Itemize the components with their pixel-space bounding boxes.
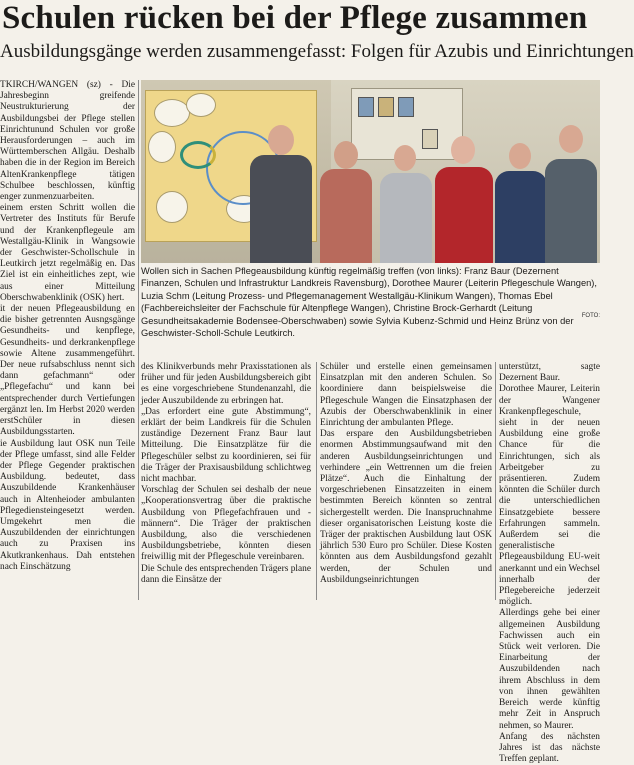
paragraph: „Das erfordert eine gute Abstimmung“, erklärt der beim Landkreis für die Schulen zuständige Dezernent Franz Baur laut Mitteilung. Die Einsatzplätze für die Pflegeschüler selbst zu koordinieren, sei für die Träger der Praxisausbildung schlichtweg nicht machbar. <box>141 406 311 485</box>
person-figure <box>541 113 601 263</box>
article-subheadline: Ausbildungsgänge werden zusammengefasst: Folgen für Azubis und Einrichtungen <box>0 41 634 62</box>
article-column-2 <box>141 362 311 600</box>
article-column-1 <box>0 80 135 600</box>
paragraph: Schüler und erstelle einen gemeinsamen Einsatzplan mit den anderen Schulen. So koordiniere dann beispielsweise die Pflegeschule Wangen die Einsatzphasen der Azubis der Oberschwabenklinik in einer Einrichtung der ambulanten Pflege. <box>320 362 492 429</box>
paragraph: TKIRCH/WANGEN (sz) - Die Jahresbeginn greifende Neustrukturierung der Ausbildungsbei der Pflege stellen Einrichtunund Schulen vor große Herausforderungen – auch im Württemberschen Allgäu. Deshalb haben die in der Region im Bereich AltenKrankenpflege tätigen Schulbee beschlossen, künftig enger zunmenzuarbeiten. <box>0 80 135 203</box>
paragraph: einem ersten Schritt wollen die Vertreter des Instituts für Berufe und der Krankenpflegeule am Westallgäu-Klinik in Wangsowie der Geschwister-Schollschule in Leutkirch jetzt regelmäßig en. Das Ziel ist ein einheitliches zept, wie aus einer Mitteilung Oberschwabenklinik (OSK) hert. <box>0 203 135 303</box>
article-photo <box>141 80 600 263</box>
photo-caption: Wollen sich in Sachen Pflegeausbildung künftig regelmäßig treffen (von links): Franz Baur (Dezernent Finanzen, Schulen und Infrastruktur Landkreis Ravensburg), Dorothee Maurer (Leiterin Pflegeschule Wangen), Luzia Schm (Leitung Prozess- und Pflegemanagement Westallgäu-Klinikum Wangen), Thomas Ebel (Fachbereichsleiter der Fachschule für Altenpflege Wangen), Christine Brock-Gerhardt (Leitung Gesundheitsakademie Bodensee-Oberschwaben) sowie Sylvia Kubenz-Schmid und Heinz Brünz von der Geschwister-Scholl-Schule Leutkirch. <box>141 266 597 339</box>
paragraph: Das erspare den Ausbildungsbetrieben enormen Abstimmungsaufwand mit den anderen Ausbildungseinrichtungen und verhindere „ein Wettrennen um die freien Plätze“. Auch die Einhaltung der vorgeschriebenen Einsatzzeiten in einem bestimmten Bereich könnten so zentral sichergestellt werden. Die Inanspruchnahme dieser organisatorischen Leistung koste die Träger der praktischen Ausbildung laut OSK jährlich 530 Euro pro Schüler. Diese Kosten könnten aus dem Ausbildungsfond gezahlt werden, der Schulen und Ausbildungseinrichtungen <box>320 429 492 585</box>
article-headline: Schulen rücken bei der Pflege zusammen <box>2 0 588 36</box>
paragraph: des Klinikverbunds mehr Praxisstationen als früher und für jeden Ausbildungsbereich gibt es eine vorgeschriebene Stundenanzahl, die jeder Auszubildende zu erbringen hat. <box>141 362 311 406</box>
paragraph: Anfang des nächsten Jahres ist das nächste Treffen geplant. <box>499 731 600 765</box>
person-figure <box>431 118 497 263</box>
paragraph: ie Ausbildung laut OSK nun Teile der Pflege umfasst, sind alle Felder der Pflege Gegender praktischen Ausbildung. bedeutet, dass Auszubildende Krankenhäuser auch in Altenheioder ambulanten Pflegediensteingesetzt werden. Umgekehrt men die Auszubildenden der einrichtungen auch zu Praxisen ins Akutkrankenhaus. Dah entstehen nach Einschätzung <box>0 438 135 572</box>
person-figure <box>376 123 436 263</box>
person-figure <box>316 123 376 263</box>
person-figure <box>246 113 316 263</box>
article-column-3 <box>320 362 492 600</box>
column-rule <box>138 80 139 600</box>
paragraph: Vorschlag der Schulen sei deshalb der neue „Kooperationsvertrag über die praktische Ausbildung von Pflegefachfrauen und -männern“. Die Träger der praktischen Ausbildung, also die verschiedenen Ausbildungsbetriebe, könnten diesen freiwillig mit der Pflegeschule vereinbaren. <box>141 485 311 563</box>
paragraph: unterstützt, sagte Dezernent Baur. <box>499 362 600 384</box>
paragraph: it der neuen Pflegeausbildung en die bisher getrennten Ausngsgänge Gesundheits- und kenpflege, Gesundheits- und derkrankenpflege sowie Altene zusammengeführt. Der neue rufsabschluss nennt sich dann gefachmann“ oder „Pflegefachu“ und kann bei entsprechender durch Vertiefungen ergänzt len. Im Herbst 2020 werden erstSchüler in diesen Ausbildungsstarten. <box>0 304 135 438</box>
logo-icon <box>180 141 216 169</box>
paragraph: Allerdings gehe bei einer allgemeinen Ausbildung Fachwissen auch ein Stück weit verloren. Die Einarbeitung der Auszubildenden nach ihrem Abschluss in dem von ihnen gewählten Bereich werde künftig mehr Zeit in Anspruch nehmen, so Maurer. <box>499 608 600 731</box>
column-rule <box>316 362 317 600</box>
article-column-4 <box>499 362 600 765</box>
paragraph: Dorothee Maurer, Leiterin der Wangener Krankenpflegeschule, sieht in der neuen Ausbildung eine große Chance für die Einrichtungen, sich als Arbeitgeber zu präsentieren. Zudem könnten die Schüler durch die unterschiedlichen Einsatzgebiete bessere Erfahrungen sammeln. Außerdem sei die generalistische Pflegeausbildung EU-weit anerkannt und ein Wechsel innerhalb der Pflegebereiche jederzeit möglich. <box>499 384 600 608</box>
paragraph: Die Schule des entsprechenden Trägers plane dann die Einsätze der <box>141 563 312 585</box>
column-rule <box>495 362 496 600</box>
photo-credit: FOTO: <box>581 313 600 319</box>
